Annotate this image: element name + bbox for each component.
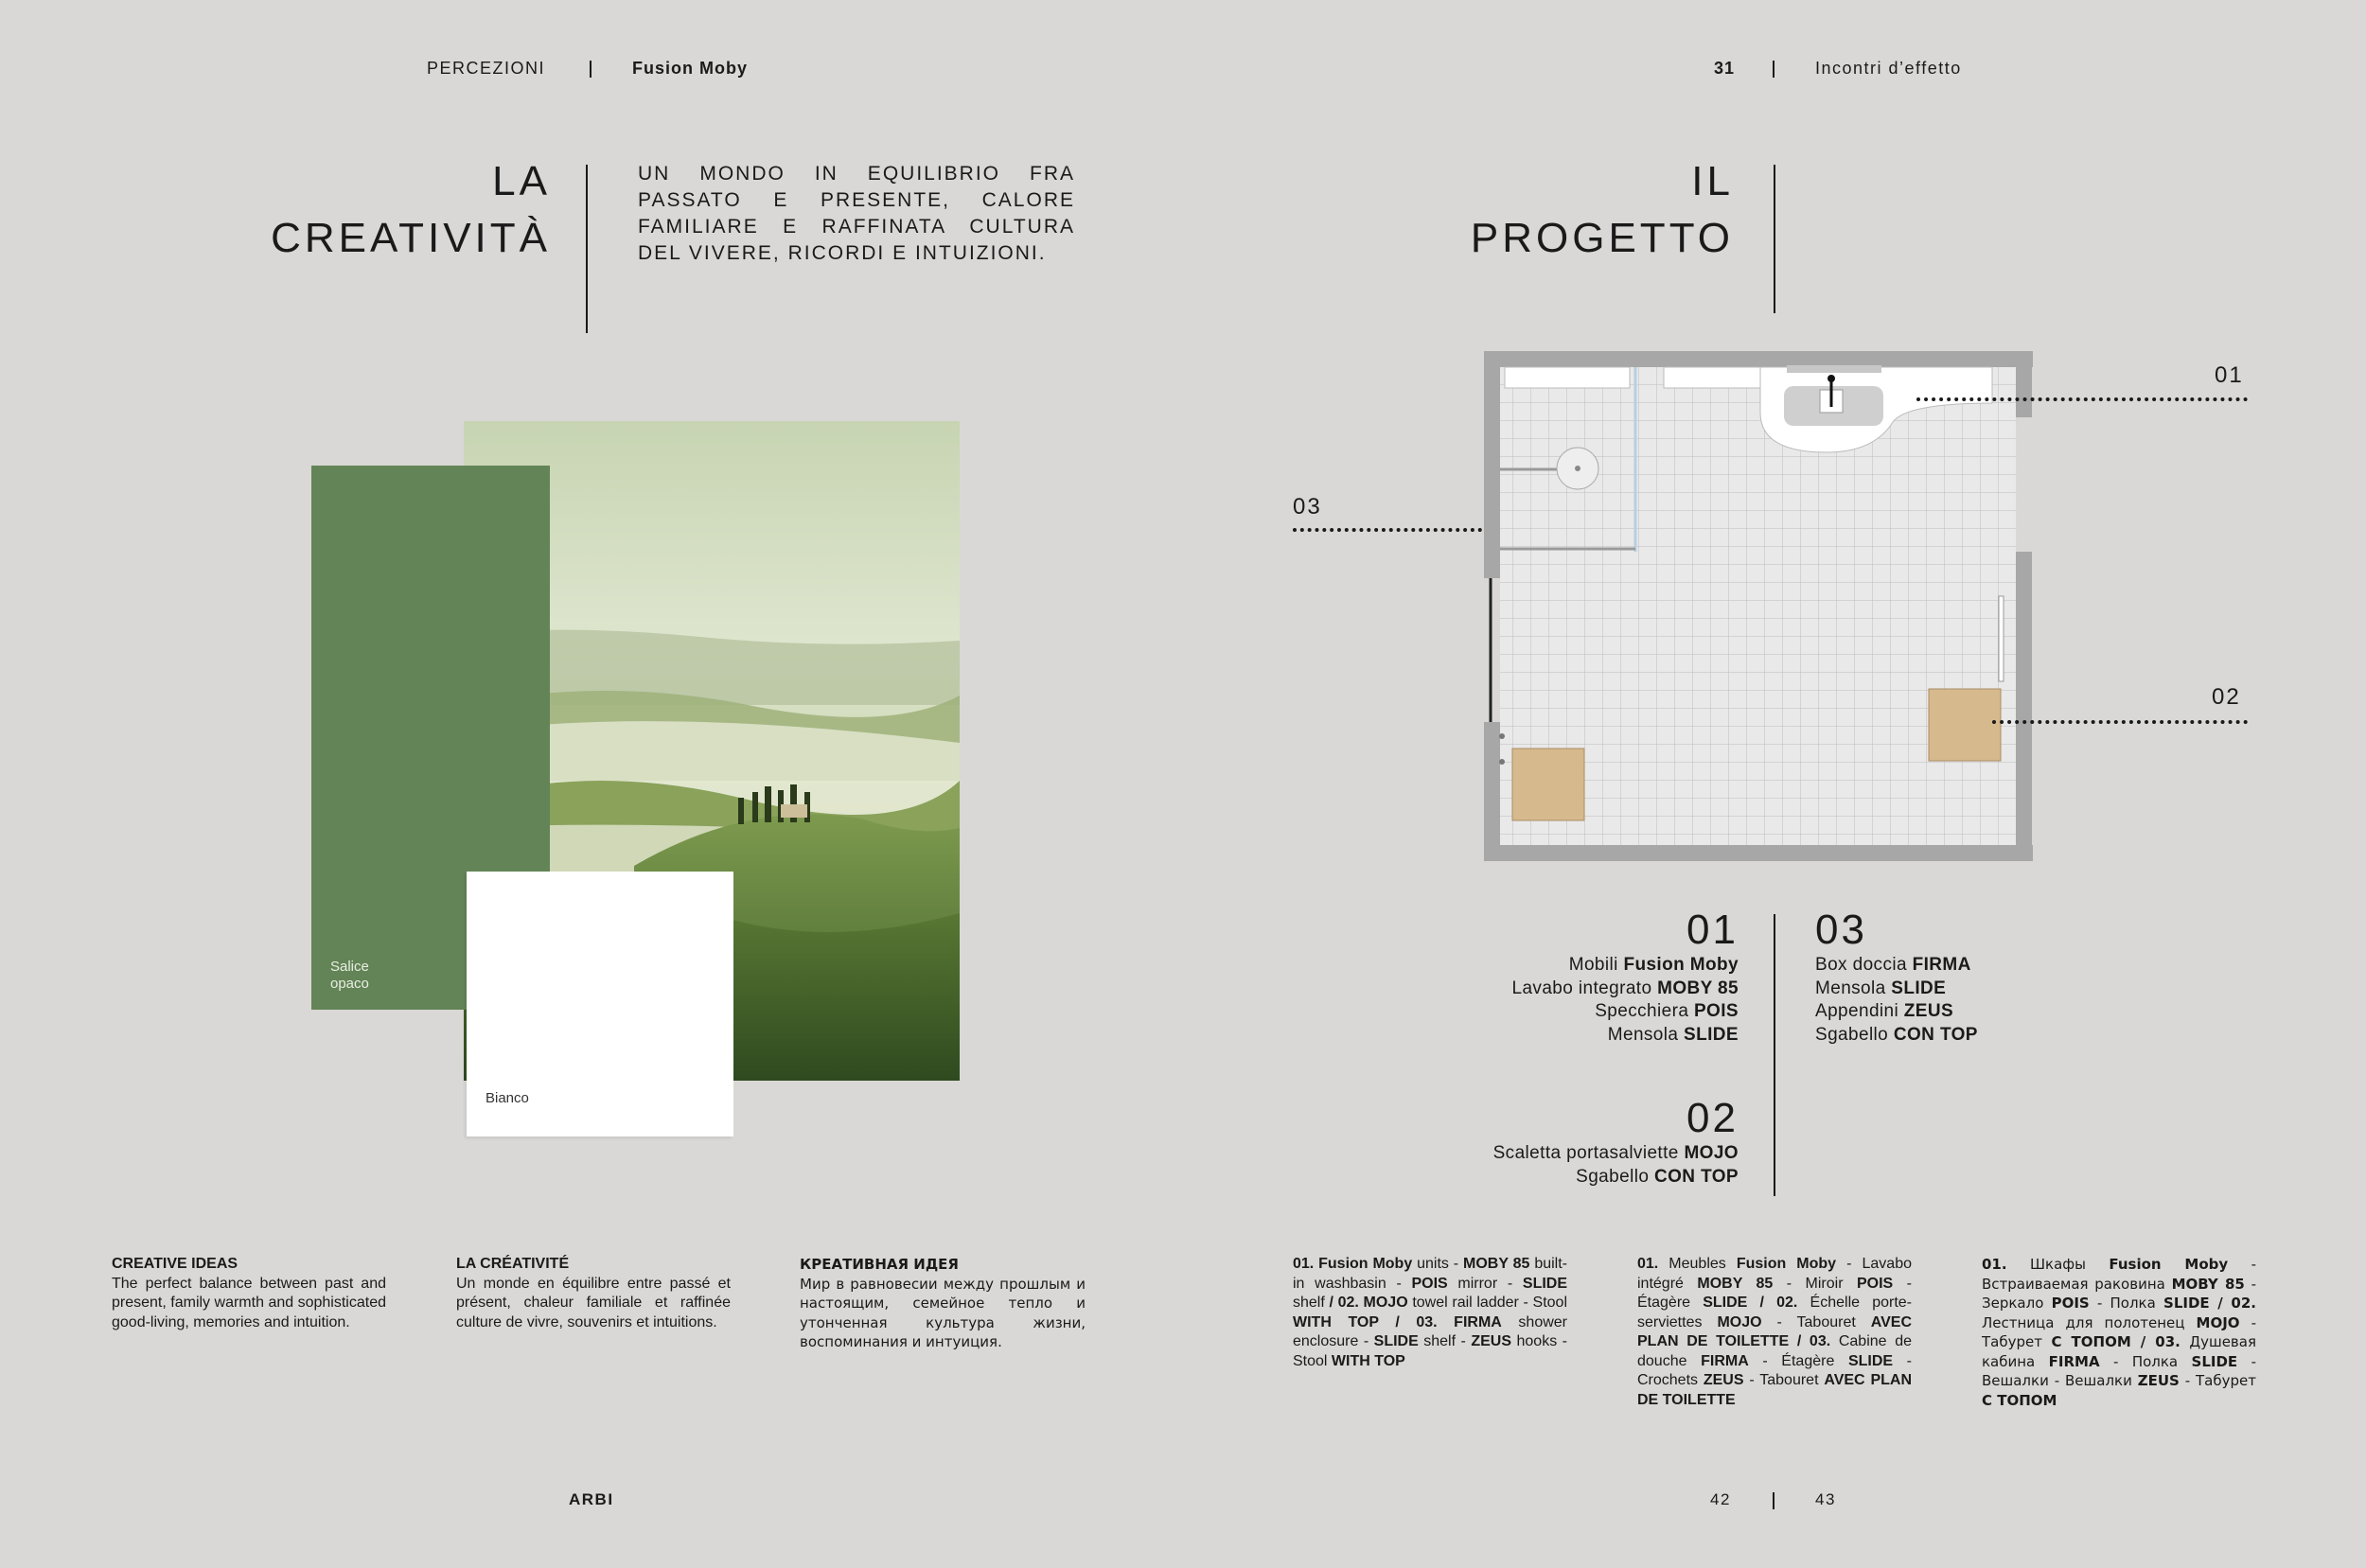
spec-text: - Étagère bbox=[1637, 1275, 1912, 1311]
title-line: IL bbox=[1691, 158, 1734, 204]
spec-text: - Tabouret bbox=[1743, 1372, 1825, 1388]
column-text: Un monde en équilibre entre passé et présent, chaleur familiale et raffinée culture de vivre, souvenirs et intuitions. bbox=[456, 1275, 731, 1330]
spec-product-name: ZEUS bbox=[1703, 1372, 1744, 1388]
spec-block-01 bbox=[1511, 907, 1739, 1047]
spec-product-name: MOBY 85 bbox=[1657, 978, 1739, 998]
spec-text: Шкафы bbox=[2006, 1256, 2110, 1273]
spec-product-name: Fusion Moby bbox=[2109, 1256, 2229, 1273]
spec-product-name: MOJO bbox=[1717, 1313, 1762, 1330]
spec-product-name: Fusion Moby bbox=[1623, 955, 1739, 975]
spec-text: built-in washbasin - bbox=[1293, 1256, 1568, 1292]
spec-item-label: Appendini bbox=[1815, 1001, 1904, 1021]
title-divider-left bbox=[586, 165, 588, 333]
spec-product-name: FIRMA bbox=[1912, 955, 1971, 975]
spec-text: - Étagère bbox=[1748, 1352, 1848, 1369]
header-section-left: PERCEZIONI bbox=[427, 59, 546, 78]
spec-text: Échelle porte-serviettes bbox=[1637, 1295, 1912, 1330]
spec-line bbox=[1511, 954, 1739, 978]
spec-text: shelf - bbox=[1418, 1333, 1472, 1349]
spec-product-name: / 02. MOJO bbox=[1329, 1295, 1408, 1311]
spec-item-label: Box doccia bbox=[1815, 955, 1913, 975]
column-text: Мир в равновесии между прошлым и настоящим, семейное тепло и утонченная культура жизни, воспоминания и интуиция. bbox=[800, 1275, 1086, 1350]
spec-product-name: MOBY 85 bbox=[1697, 1275, 1774, 1292]
spec-line bbox=[1815, 954, 1978, 978]
spec-item-label: Mobili bbox=[1568, 955, 1624, 975]
intro-text: UN MONDO IN EQUILIBRIO FRA PASSATO E PRESENTE, CALORE FAMILIARE E RAFFINATA CULTURA DEL VIVERE, RICORDI E INTUIZIONI. bbox=[638, 163, 1075, 264]
callout-label-02: 02 bbox=[2212, 684, 2241, 710]
spec-product-name: SLIDE bbox=[1684, 1024, 1739, 1045]
floor-plan bbox=[1476, 348, 2044, 869]
spec-product-name: SLIDE bbox=[1373, 1333, 1419, 1349]
spec-text: - Tabouret bbox=[1761, 1313, 1871, 1330]
spec-product-name: С ТОПОМ / 03. bbox=[2051, 1333, 2181, 1350]
spec-product-name: MOBY 85 bbox=[2171, 1275, 2245, 1293]
column-fr bbox=[456, 1255, 731, 1332]
column-ru bbox=[800, 1255, 1086, 1352]
spec-product-name: POIS bbox=[1693, 1001, 1739, 1021]
spec-product-name: SLIDE / 02. bbox=[1703, 1295, 1798, 1311]
spec-text: - Miroir bbox=[1773, 1275, 1857, 1292]
spec-product-name: AVEC PLAN DE TOILETTE / 03. bbox=[1637, 1313, 1913, 1349]
spec-product-name: ZEUS bbox=[2137, 1372, 2180, 1389]
spec-product-name: 01. bbox=[1982, 1256, 2007, 1273]
spec-product-name: POIS bbox=[2051, 1295, 2090, 1312]
callout-line-03 bbox=[1293, 528, 1482, 532]
spec-lines bbox=[1815, 954, 1978, 1047]
spec-item-label: Lavabo integrato bbox=[1511, 978, 1658, 998]
spec-divider bbox=[1774, 914, 1775, 1196]
spec-block-03 bbox=[1815, 907, 1978, 1047]
spec-line bbox=[1511, 978, 1739, 1001]
spec-text: shelf bbox=[1293, 1295, 1330, 1311]
spec-item-label: Mensola bbox=[1607, 1024, 1685, 1045]
spec-text: - Lavabo intégré bbox=[1637, 1256, 1913, 1292]
page-title-left bbox=[172, 153, 551, 267]
footer-divider bbox=[1773, 1492, 1774, 1509]
spec-product-name: Fusion Moby bbox=[1736, 1256, 1837, 1272]
column-specs-en bbox=[1293, 1255, 1567, 1371]
column-specs-ru bbox=[1982, 1255, 2256, 1410]
header-divider-right bbox=[1773, 61, 1774, 78]
spec-text: - Вешалки - Вешалки bbox=[1982, 1352, 2256, 1389]
spec-text: Душевая кабина bbox=[1982, 1333, 2256, 1370]
spec-product-name: CON TOP bbox=[1653, 1166, 1739, 1187]
spec-lines bbox=[1511, 954, 1739, 1047]
spec-product-name: SLIDE bbox=[1891, 978, 1947, 998]
spec-text: Лестница для полотенец bbox=[1982, 1313, 2197, 1331]
spec-item-label: Mensola bbox=[1815, 978, 1892, 998]
spec-text: - Табурет bbox=[1982, 1313, 2257, 1350]
spec-text: - Crochets bbox=[1637, 1352, 1913, 1388]
title-line: PROGETTO bbox=[1470, 215, 1734, 261]
spec-product-name: SLIDE bbox=[1522, 1275, 1568, 1292]
spec-line bbox=[1511, 1000, 1739, 1024]
callout-line-02 bbox=[1992, 720, 2248, 724]
spec-item-label: Specchiera bbox=[1595, 1001, 1694, 1021]
spec-line bbox=[1815, 1000, 1978, 1024]
spec-product-name: SLIDE bbox=[1847, 1352, 1894, 1369]
spec-line bbox=[1815, 978, 1978, 1001]
title-divider-right bbox=[1774, 165, 1775, 313]
swatch-label-line: opaco bbox=[330, 976, 369, 992]
spec-number: 01 bbox=[1686, 907, 1739, 953]
column-title: КРЕАТИВНАЯ ИДЕЯ bbox=[800, 1256, 959, 1273]
spec-lines bbox=[1493, 1142, 1739, 1189]
spec-text: - Встраиваемая раковина bbox=[1982, 1256, 2257, 1293]
spec-product-name: MOJO bbox=[2196, 1313, 2240, 1331]
spec-product-name: ZEUS bbox=[1471, 1333, 1512, 1349]
spec-number: 02 bbox=[1686, 1095, 1739, 1141]
callout-label-03: 03 bbox=[1293, 494, 1322, 520]
spec-product-name: AVEC PLAN DE TOILETTE bbox=[1637, 1372, 1912, 1408]
footer-page-left: 42 bbox=[1710, 1490, 1731, 1508]
spec-product-name: WITH TOP / 03. FIRMA bbox=[1293, 1313, 1502, 1330]
spec-text: - Зеркало bbox=[1982, 1275, 2257, 1312]
spec-text: hooks - Stool bbox=[1293, 1333, 1567, 1369]
spec-product-name: SLIDE / 02. bbox=[2163, 1295, 2256, 1312]
callout-line-01 bbox=[1916, 397, 2248, 401]
spec-product-name: MOJO bbox=[1684, 1143, 1739, 1163]
spec-item-label: Scaletta portasalviette bbox=[1492, 1143, 1685, 1163]
spec-text: - Табурет bbox=[2179, 1372, 2256, 1389]
spec-product-name: POIS bbox=[1856, 1275, 1894, 1292]
spec-line bbox=[1493, 1142, 1739, 1166]
spec-item-label: Sgabello bbox=[1815, 1024, 1894, 1045]
title-line: CREATIVITÀ bbox=[271, 215, 551, 261]
swatch-green-label bbox=[330, 959, 369, 993]
spec-product-name: WITH TOP bbox=[1331, 1352, 1405, 1369]
header-section-right: Incontri d’effetto bbox=[1815, 59, 1962, 78]
column-en bbox=[112, 1255, 386, 1332]
spec-product-name: POIS bbox=[1411, 1275, 1448, 1292]
spec-product-name: 01. Fusion Moby bbox=[1293, 1256, 1413, 1272]
header-divider-left bbox=[590, 61, 592, 78]
bathroom-plan-drawing bbox=[1476, 348, 2044, 869]
footer-brand: ARBI bbox=[569, 1490, 614, 1508]
spec-text: shower enclosure - bbox=[1293, 1313, 1567, 1349]
footer-page-right: 43 bbox=[1815, 1490, 1836, 1508]
spec-product-name: SLIDE bbox=[2191, 1352, 2238, 1370]
spec-product-name: MOBY 85 bbox=[1463, 1256, 1530, 1272]
column-specs-fr bbox=[1637, 1255, 1912, 1410]
spec-number: 03 bbox=[1815, 907, 1867, 953]
spec-text: Meubles bbox=[1658, 1256, 1737, 1272]
spec-text: units - bbox=[1412, 1256, 1464, 1272]
spec-item-label: Sgabello bbox=[1576, 1166, 1654, 1187]
spec-block-02 bbox=[1493, 1095, 1739, 1189]
spec-text: - Полка bbox=[2099, 1352, 2192, 1370]
spec-product-name: 01. bbox=[1637, 1256, 1659, 1272]
spec-text: Cabine de douche bbox=[1637, 1333, 1912, 1369]
spec-product-name: CON TOP bbox=[1893, 1024, 1978, 1045]
swatch-white bbox=[467, 872, 733, 1136]
spec-line bbox=[1493, 1166, 1739, 1189]
spec-product-name: FIRMA bbox=[1701, 1352, 1749, 1369]
spec-text: - Полка bbox=[2089, 1295, 2164, 1312]
spec-product-name: FIRMA bbox=[2048, 1352, 2100, 1370]
spec-product-name: С ТОПОМ bbox=[1982, 1391, 2057, 1409]
page-title-right bbox=[1355, 153, 1734, 267]
column-text: The perfect balance between past and present, family warmth and sophisticated good-living, memories and intuition. bbox=[112, 1275, 386, 1330]
title-line: LA bbox=[492, 158, 551, 204]
swatch-label-line: Salice bbox=[330, 959, 369, 975]
swatch-white-label: Bianco bbox=[486, 1090, 529, 1106]
spec-text: towel rail ladder - Stool bbox=[1407, 1295, 1568, 1311]
column-title: LA CRÉATIVITÉ bbox=[456, 1256, 570, 1272]
spec-line bbox=[1511, 1024, 1739, 1048]
header-title-left: Fusion Moby bbox=[632, 59, 748, 78]
spec-line bbox=[1815, 1024, 1978, 1048]
header-page-right: 31 bbox=[1714, 59, 1736, 78]
spec-product-name: ZEUS bbox=[1903, 1001, 1954, 1021]
callout-label-01: 01 bbox=[2215, 362, 2244, 388]
spec-text: mirror - bbox=[1447, 1275, 1523, 1292]
column-title: CREATIVE IDEAS bbox=[112, 1256, 238, 1272]
